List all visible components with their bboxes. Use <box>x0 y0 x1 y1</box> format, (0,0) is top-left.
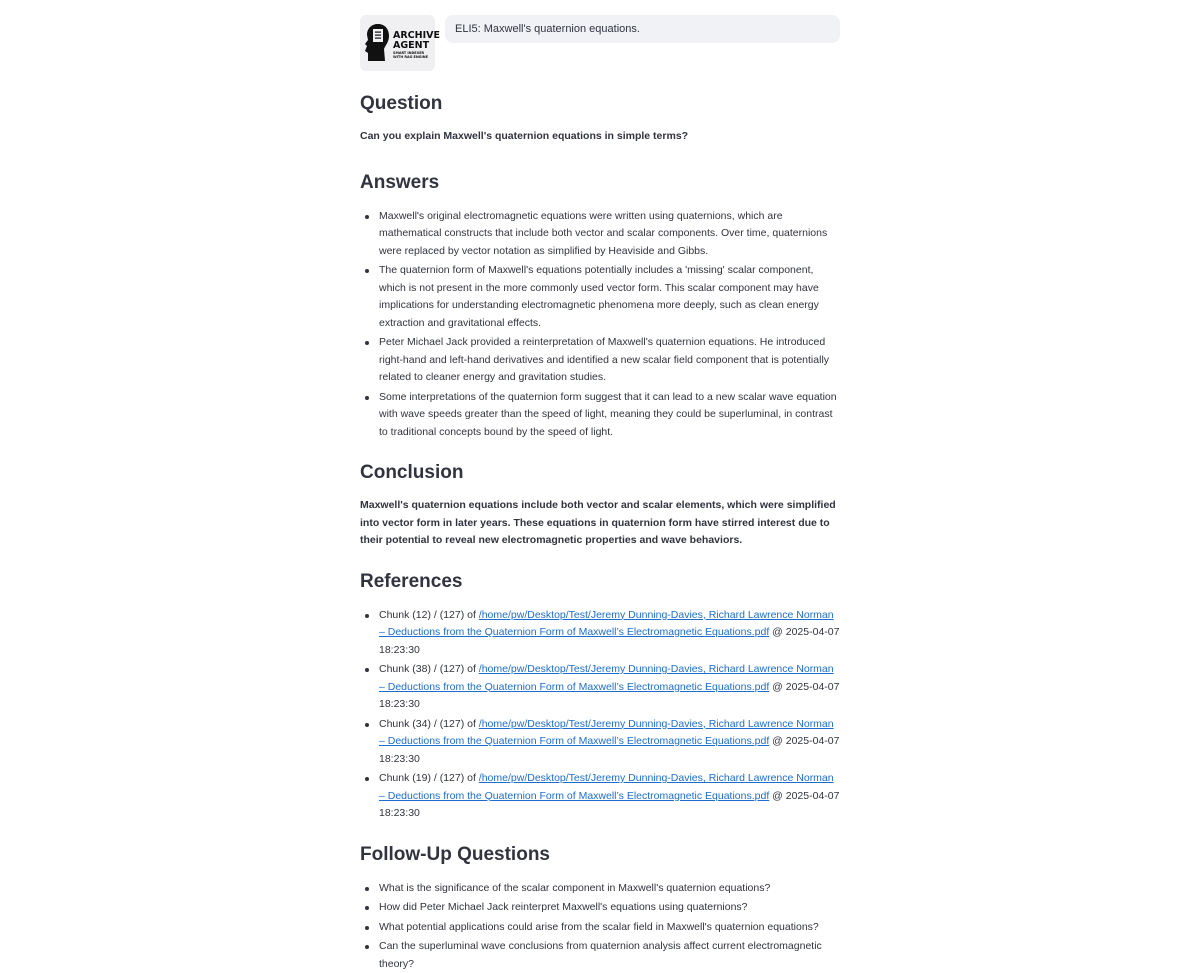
logo-line2: AGENT <box>393 40 430 51</box>
conclusion-text: Maxwell's quaternion equations include both vector and scalar elements, which were simplified into vector form in later years. These equations in quaternion form have stirred interest due to their potential to reveal new electromagnetic properties and wave behaviors. <box>360 497 840 550</box>
reference-item <box>379 607 840 660</box>
reference-prefix: Chunk (12) / (127) of <box>379 609 479 621</box>
question-heading: Question <box>360 92 840 116</box>
followup-item: What potential applications could arise from the scalar field in Maxwell's quaternion equations? <box>379 919 840 937</box>
followup-item: How did Peter Michael Jack reinterpret Maxwell's equations using quaternions? <box>379 899 840 917</box>
reference-prefix: Chunk (38) / (127) of <box>379 663 479 675</box>
reference-timestamp: @ 2025-04-07 18:23:30 <box>379 790 839 820</box>
reference-timestamp: @ 2025-04-07 18:23:30 <box>379 735 839 765</box>
question-text: Can you explain Maxwell's quaternion equations in simple terms? <box>360 128 840 146</box>
logo-line1: ARCHIVE <box>393 30 440 41</box>
conclusion-heading: Conclusion <box>360 461 840 485</box>
reference-item <box>379 661 840 714</box>
answers-heading: Answers <box>360 171 840 195</box>
head-silhouette-document-icon <box>365 24 389 61</box>
reference-link[interactable]: /home/pw/Desktop/Test/Jeremy Dunning-Davies, Richard Lawrence Norman – Deductions from the Quaternion Form of Maxwell’s Electromagnetic Equations.pdf <box>379 718 834 748</box>
reference-link[interactable]: /home/pw/Desktop/Test/Jeremy Dunning-Davies, Richard Lawrence Norman – Deductions from the Quaternion Form of Maxwell’s Electromagnetic Equations.pdf <box>379 663 834 693</box>
answer-item: Peter Michael Jack provided a reinterpretation of Maxwell's quaternion equations. He introduced right-hand and left-hand derivatives and identified a new scalar field component that is potentially related to cleaner energy and gravitation studies. <box>379 334 840 387</box>
references-list <box>360 607 840 823</box>
reference-prefix: Chunk (19) / (127) of <box>379 772 479 784</box>
reference-item <box>379 770 840 823</box>
archive-agent-logo <box>360 15 435 71</box>
user-message-row <box>360 15 840 71</box>
references-heading: References <box>360 570 840 594</box>
reference-link[interactable]: /home/pw/Desktop/Test/Jeremy Dunning-Davies, Richard Lawrence Norman – Deductions from the Quaternion Form of Maxwell’s Electromagnetic Equations.pdf <box>379 772 834 802</box>
followup-heading: Follow-Up Questions <box>360 843 840 867</box>
user-message: ELI5: Maxwell's quaternion equations. <box>445 15 840 43</box>
followup-item: What is the significance of the scalar component in Maxwell's quaternion equations? <box>379 880 840 898</box>
archive-agent-avatar <box>360 15 435 71</box>
reference-link[interactable]: /home/pw/Desktop/Test/Jeremy Dunning-Davies, Richard Lawrence Norman – Deductions from the Quaternion Form of Maxwell’s Electromagnetic Equations.pdf <box>379 609 834 639</box>
logo-tagline2: WITH RAG ENGINE <box>393 55 429 59</box>
reference-prefix: Chunk (34) / (127) of <box>379 718 479 730</box>
followup-list <box>360 880 840 973</box>
answer-item: Maxwell's original electromagnetic equations were written using quaternions, which are mathematical constructs that include both vector and scalar components. Over time, quaternions were replaced by vector notation as simplified by Heaviside and Gibbs. <box>379 208 840 261</box>
reference-timestamp: @ 2025-04-07 18:23:30 <box>379 626 839 656</box>
reference-item <box>379 716 840 769</box>
followup-item: Can the superluminal wave conclusions from quaternion analysis affect current electromagnetic theory? <box>379 938 840 973</box>
chat-page <box>360 0 840 973</box>
reference-timestamp: @ 2025-04-07 18:23:30 <box>379 681 839 711</box>
answer-item: The quaternion form of Maxwell's equations potentially includes a 'missing' scalar component, which is not present in the more commonly used vector form. This scalar component may have implications for understanding electromagnetic phenomena more deeply, such as clean energy extraction and gravitational effects. <box>379 262 840 332</box>
logo-tagline1: SMART INDEXER <box>393 51 425 55</box>
answers-list <box>360 208 840 442</box>
answer-item: Some interpretations of the quaternion form suggest that it can lead to a new scalar wave equation with wave speeds greater than the speed of light, meaning they could be superluminal, in contrast to traditional concepts bound by the speed of light. <box>379 389 840 442</box>
